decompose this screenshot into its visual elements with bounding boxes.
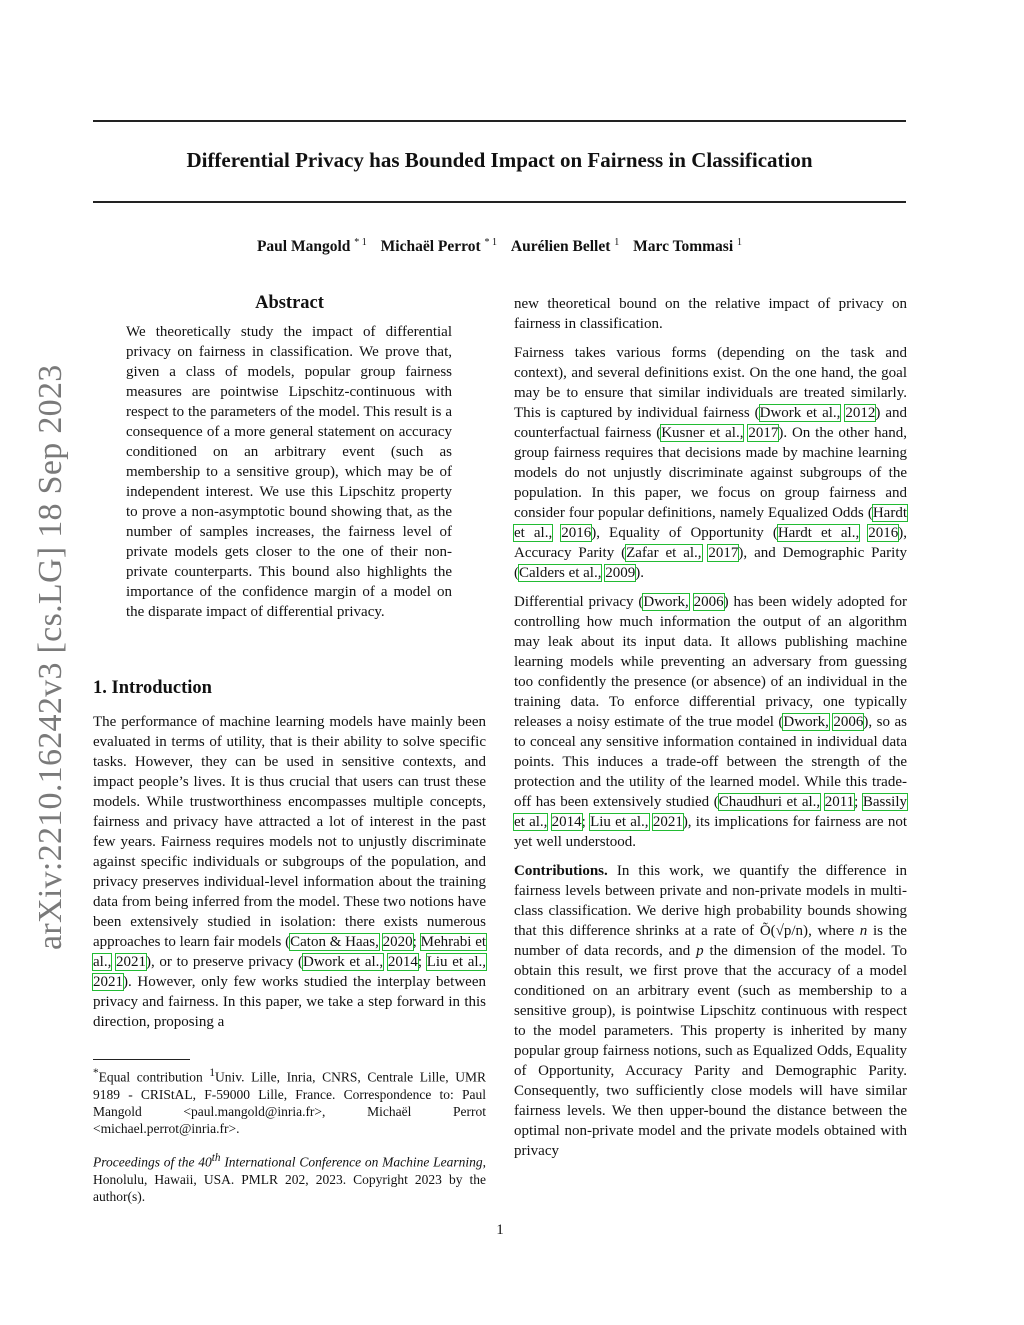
citation-link[interactable]: Caton & Haas, (290, 934, 379, 950)
paragraph: Fairness takes various forms (depending on the task and context), and several definitions exist. On the one hand, the goal may be to ensure that similar individuals are treated similarly. This is captured by individual fairness (Dwork et al., 2012) and counterfactual fairness (Kusner et al., 2017). On the other hand, group fairness requires that decisions made by machine learning models do not unjustly discriminate against subgroups of the population. In this paper, we focus on group fairness and consider four popular definitions, namely Equalized Odds (Hardt et al., 2016), Equality of Opportunity (Hardt et al., 2016), Accuracy Parity (Zafar et al., 2017), and Demographic Parity (Calders et al., 2009). (514, 345, 908, 581)
citation-link[interactable]: 2017 (748, 425, 779, 441)
citation-link[interactable]: Kusner et al., (661, 425, 744, 441)
citation-link[interactable]: 2021 (652, 814, 683, 830)
citation-link[interactable]: 2021 (116, 954, 146, 970)
citation-link[interactable]: Bassily et al., (514, 794, 907, 830)
author-3: Aurélien Bellet $^1$ (510, 237, 620, 256)
citation-link[interactable]: 2012 (845, 405, 876, 421)
citation-link[interactable]: Dwork, (783, 714, 829, 730)
citation-link[interactable]: Liu et al., (590, 814, 649, 830)
contributions-paragraph: Contributions. In this work, we quantify the difference in fairness levels between private and non-private models in multi-class classification. We derive high probability bounds showing that this difference shrinks at a rate of Õ(√p/n), where n is the number of data records, and p the dimension of the model. To obtain this result, we first prove that the accuracy of a model conditioned on an arbitrary event (such as membership to a sensitive group), is pointwise Lipschitz continuous with respect to the model parameters. This property is inherited by many popular group fairness notions, such as Equalized Odds, Equality of Opportunity, Accuracy Parity and Demographic Parity. Consequently, two sufficiently close models will have similar fairness levels. We then upper-bound the distance between the optimal non-private model and the private models obtained with privacy (514, 863, 907, 1159)
citation-link[interactable]: 2017 (708, 545, 739, 561)
contributions-label: Contributions. (514, 863, 608, 879)
paragraph: new theoretical bound on the relative impact of privacy on fairness in classification. (514, 296, 907, 332)
citation-link[interactable]: 2020 (382, 934, 413, 950)
paper-title: Differential Privacy has Bounded Impact on Fairness in Classification (186, 148, 813, 172)
citation-link[interactable]: 2021 (93, 974, 123, 990)
citation-link[interactable]: 2006 (833, 714, 864, 730)
citation-link[interactable]: 2016 (561, 525, 592, 541)
author-1: Paul Mangold $^{* 1}$ (256, 237, 367, 256)
math-rate: Õ(√p/n) (759, 923, 809, 939)
arxiv-watermark: arXiv:2210.16242v3 [cs.LG] 18 Sep 2023 (32, 364, 69, 950)
citation-link[interactable]: Dwork et al., (303, 954, 384, 970)
citation-link[interactable]: Hardt et al., (514, 505, 907, 541)
title-bottom-rule (93, 201, 906, 203)
introduction-paragraph: The performance of machine learning models have mainly been evaluated in terms of utility, that is their ability to solve specific tasks. However, they can be used in sensitive contexts, and impact people’s lives. It is thus crucial that users can trust these models. While trustworthiness encompasses multiple concepts, fairness and privacy have attracted a lot of interest in the past few years. Fairness requires models not to unjustly discriminate against specific individuals or subgroups of the population, and privacy preserves individual-level information about the training data from being inferred from the model. These two notions have been extensively studied in isolation: there exists numerous approaches to learn fair models (Caton & Haas, 2020; Mehrabi et al., 2021), or to preserve privacy (Dwork et al., 2014; Liu et al., 2021). However, only few works studied the interplay between privacy and fairness. In this paper, we take a step forward in this direction, proposing a (93, 714, 487, 1030)
abstract-text: We theoretically study the impact of differential privacy on fairness in classification. We prove that, given a class of models, popular group fairness measures are pointwise Lipschitz-continuous with respect to the parameters of the model. This result is a consequence of a more general statement on accuracy conditioned on an arbitrary event (such as membership to a sensitive group), which may be of independent interest. We use this Lipschitz property to prove a non-asymptotic bound showing that, as the number of samples increases, the fairness level of private models gets closer to the one of their non-private counterparts. This bound also highlights the importance of the confidence margin of a model on the disparate impact of differential privacy. (126, 324, 452, 620)
author-list (93, 237, 906, 256)
right-column (514, 294, 907, 1170)
citation-link[interactable]: 2009 (605, 565, 636, 581)
citation-link[interactable]: 2006 (693, 594, 724, 610)
citation-link[interactable]: Hardt et al., (777, 525, 860, 541)
author-2: Michaël Perrot $^{* 1}$ (380, 237, 498, 256)
citation-link[interactable]: Liu et al., (426, 954, 487, 970)
paragraph: Differential privacy (Dwork, 2006) has been widely adopted for controlling how much information the output of an algorithm may leak about its input data. It allows publishing machine learning models while preventing an adversary from guessing too confidently the presence (or absence) of an individual in the training data. To enforce differential privacy, one typically releases a noisy estimate of the true model (Dwork, 2006), so as to conceal any sensitive information contained in individual data points. This induces a trade-off between the strength of the protection and the utility of the learned model. While this trade-off has been extensively studied (Chaudhuri et al., 2011; Bassily et al., 2014; Liu et al., 2021), its implications for fairness are not yet well understood. (514, 594, 908, 850)
author-4: Marc Tommasi $^1$ (633, 237, 743, 256)
footnote: *Equal contribution $^1$Univ. Lille, Inria, CNRS, Centrale Lille, UMR 9189 - CRIStAL, F-59000 Lille, France. Correspondence to: Paul Mangold <paul.mangold@inria.fr>, Michaël Perrot <michael.perrot@inria.fr>. (93, 1067, 486, 1136)
footnote-rule (93, 1059, 190, 1060)
citation-link[interactable]: 2011 (824, 794, 855, 810)
page-number: 1 (496, 1222, 504, 1238)
introduction-heading: 1. Introduction (93, 678, 212, 698)
citation-link[interactable]: 2016 (868, 525, 899, 541)
citation-link[interactable]: Dwork, (643, 594, 689, 610)
citation-link[interactable]: Chaudhuri et al., (718, 794, 821, 810)
citation-link[interactable]: Dwork et al., (759, 405, 841, 421)
citation-link[interactable]: 2014 (551, 814, 582, 830)
citation-link[interactable]: Mehrabi et al., (93, 934, 487, 970)
citation-link[interactable]: Zafar et al., (626, 545, 702, 561)
abstract-heading: Abstract (255, 293, 324, 313)
citation-link[interactable]: 2014 (387, 954, 418, 970)
proceedings-note: Proceedings of the 40th International Conference on Machine Learning, Honolulu, Hawaii, USA. PMLR 202, 2023. Copyright 2023 by the author(s). (93, 1152, 486, 1204)
top-rule (93, 120, 906, 122)
citation-link[interactable]: Calders et al., (519, 565, 602, 581)
